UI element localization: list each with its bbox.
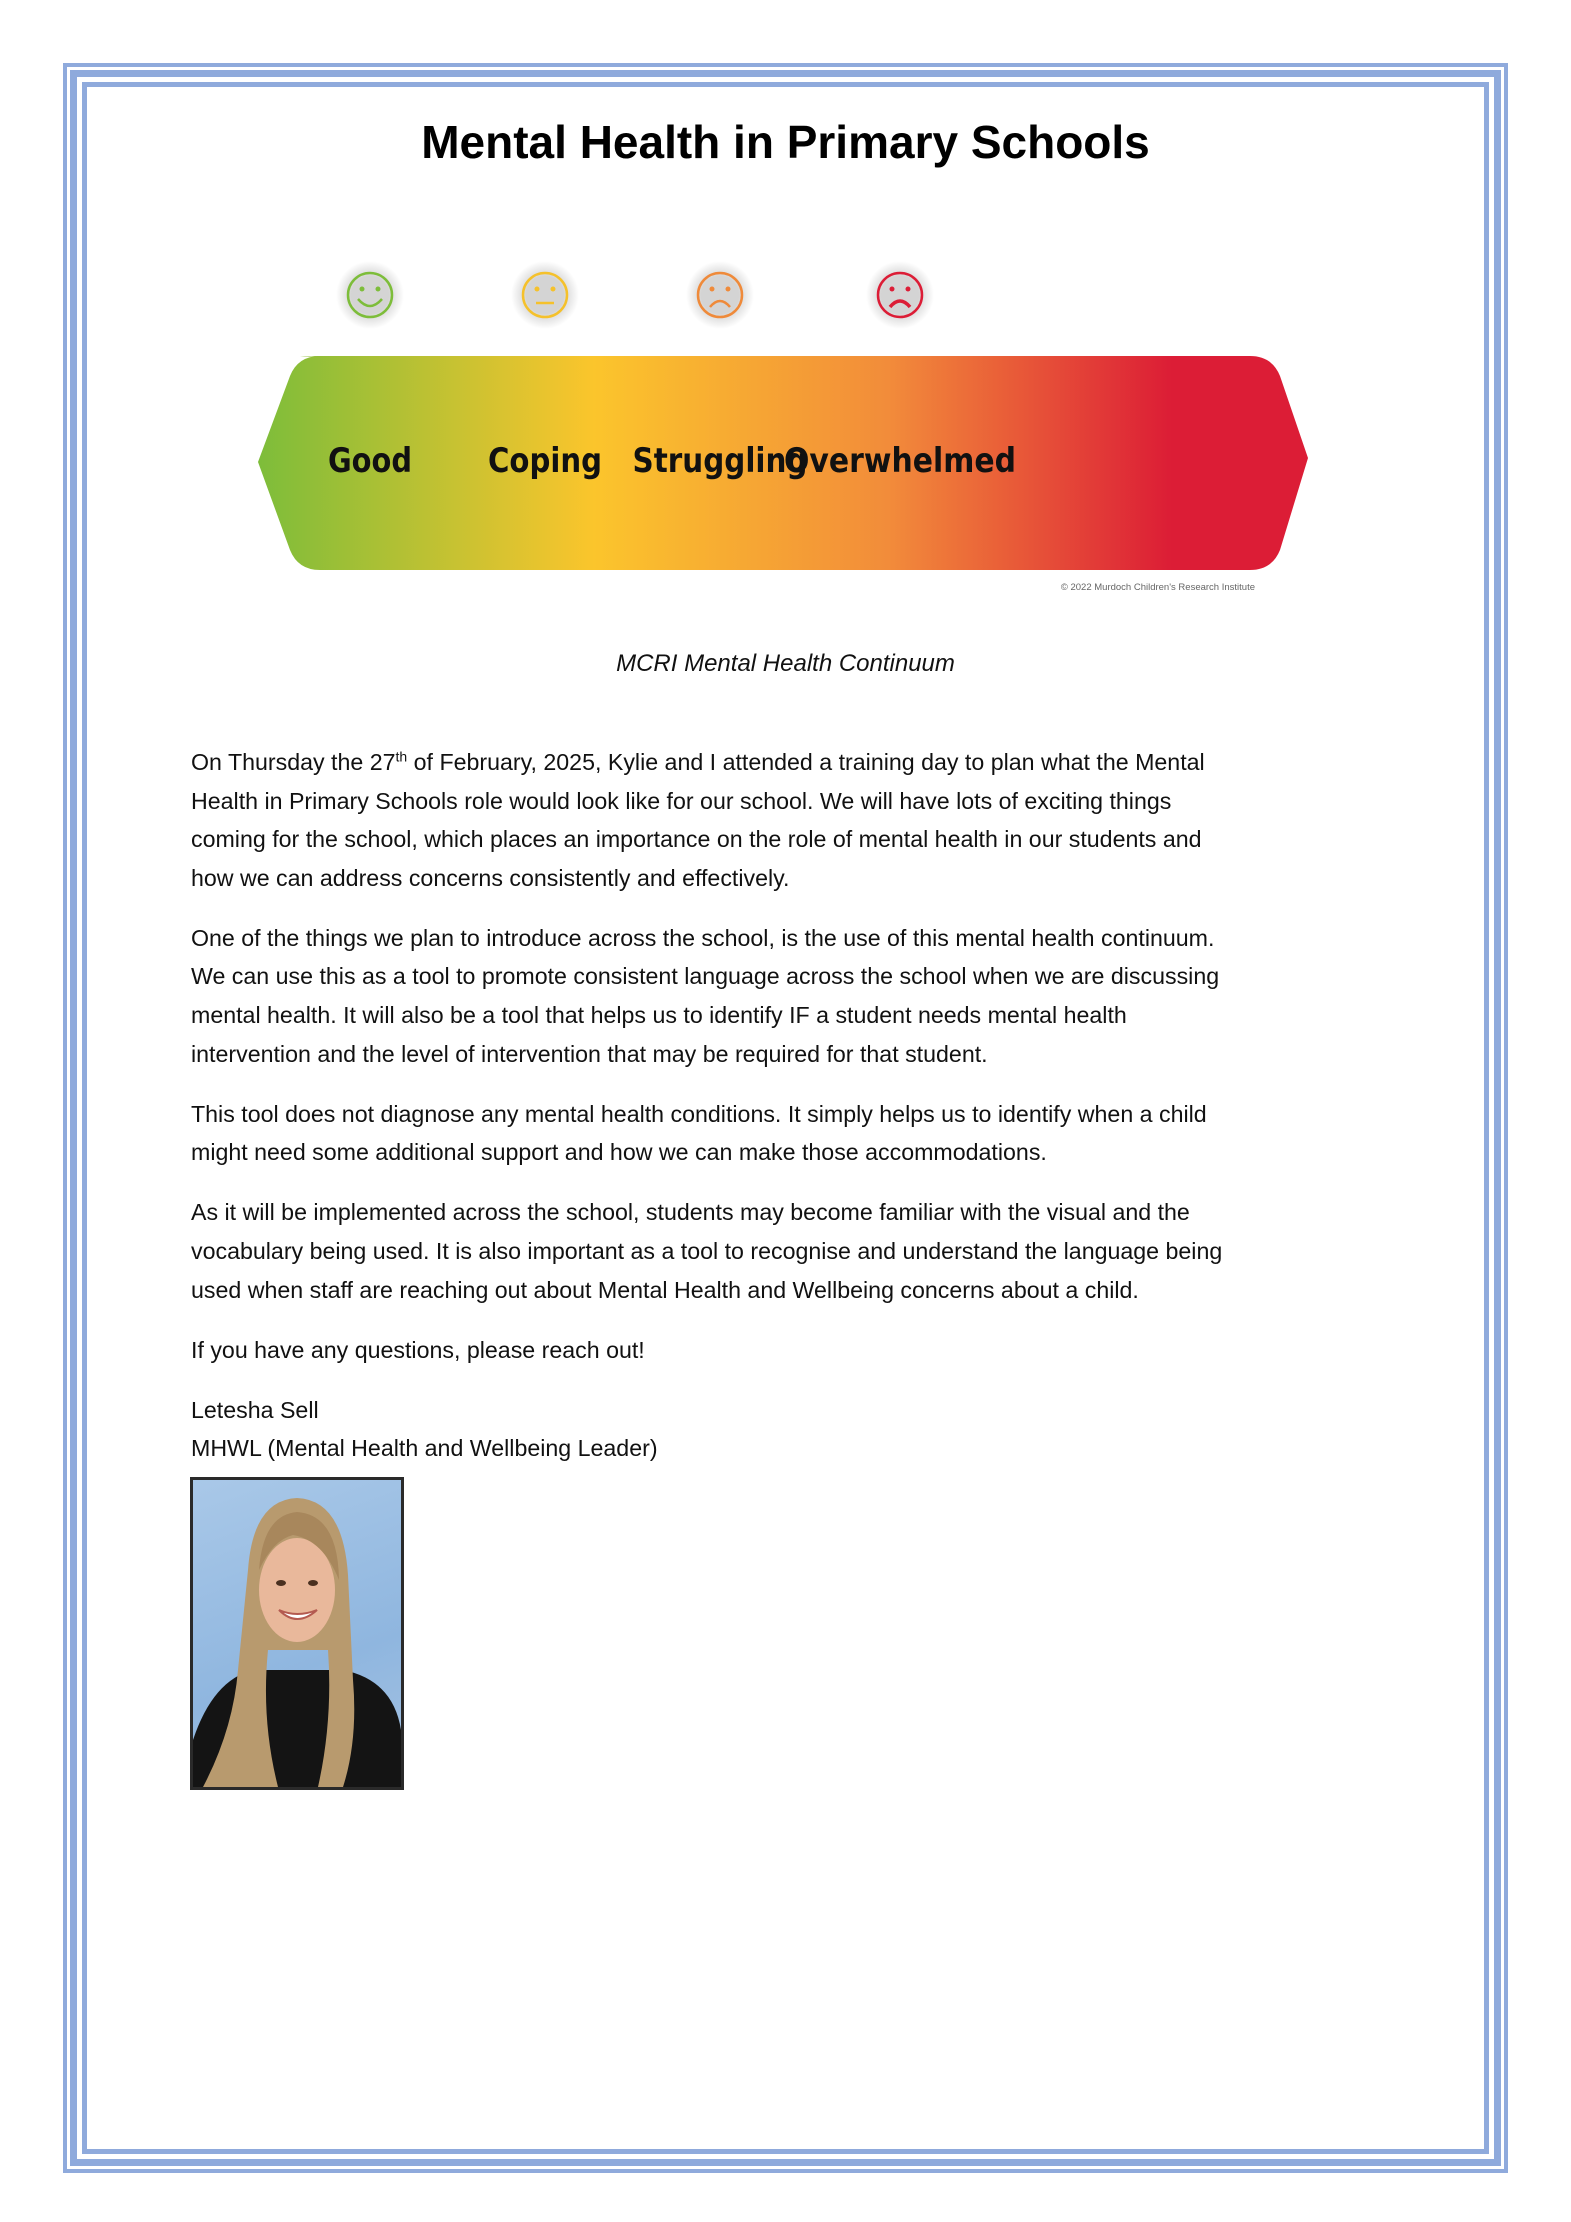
continuum-label-good: Good [328,441,412,481]
distressed-face-icon [866,261,934,329]
copyright-text: © 2022 Murdoch Children's Research Institute [1060,582,1255,593]
continuum-label-struggling: Struggling [632,441,808,481]
paragraph-1: On Thursday the 27th of February, 2025, Kylie and I attended a training day to plan what the Mental Health in Primary Schools role would look like for our school. We will have lots of exciting things coming for the school, which places an importance on the role of mental health in our students and how we can address concerns consistently and effectively. [191,748,1205,891]
frowning-face-icon [686,261,754,329]
author-photo [190,1477,404,1790]
page-title: Mental Health in Primary Schools [421,116,1150,168]
paragraph-3: This tool does not diagnose any mental health conditions. It simply helps us to identify when a child might need some additional support and how we can make those accommodations. [191,1100,1207,1166]
paragraph-2: One of the things we plan to introduce across the school, is the use of this mental health continuum. We can use this as a tool to promote consistent language across the school when we are discussing mental health. It will also be a tool that helps us to identify IF a student needs mental health intervention and the level of intervention that may be required for that student. [191,924,1220,1067]
signature-name: Letesha Sell [191,1396,319,1423]
signature [191,1391,1421,1468]
mental-health-continuum-graphic [250,250,1320,610]
smiling-face-icon [336,261,404,329]
continuum-label-overwhelmed: Overwhelmed [784,441,1016,481]
figure-caption: MCRI Mental Health Continuum [616,650,955,677]
paragraph-4: As it will be implemented across the school, students may become familiar with the visual and the vocabulary being used. It is also important as a tool to recognise and understand the language being used when staff are reaching out about Mental Health and Wellbeing concerns about a child. [191,1199,1223,1303]
continuum-label-coping: Coping [488,441,602,481]
article-body [191,743,1421,1490]
paragraph-5: If you have any questions, please reach out! [191,1336,645,1363]
signature-role: MHWL (Mental Health and Wellbeing Leader) [191,1435,658,1462]
neutral-face-icon [511,261,579,329]
